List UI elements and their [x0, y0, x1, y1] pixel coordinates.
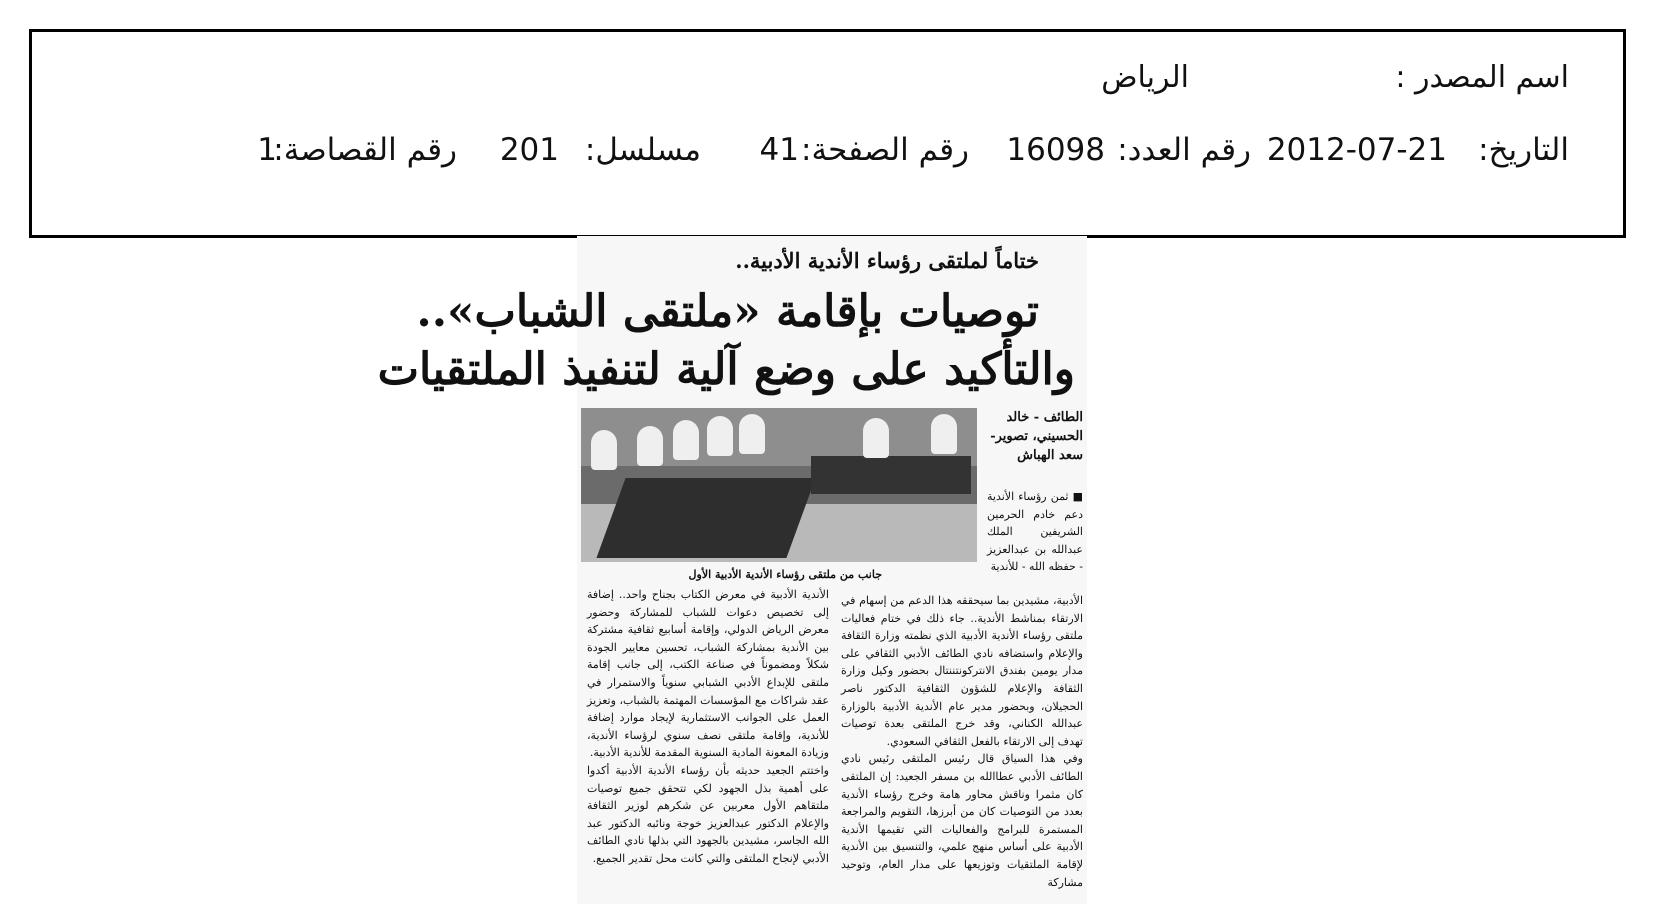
- photo-person: [637, 426, 663, 466]
- issue-label: رقم العدد:: [1117, 132, 1251, 168]
- photo-person: [739, 414, 765, 454]
- source-label: اسم المصدر :: [1395, 60, 1569, 95]
- page-value: 41: [759, 132, 799, 168]
- date-value: 2012-07-21: [1266, 132, 1447, 168]
- photo-person: [591, 430, 617, 470]
- article-lead: ■ ثمن رؤساء الأندية دعم خادم الحرمين الشريفين الملك عبدالله بن عبدالعزيز - حفظه الله - للأندية: [987, 490, 1083, 573]
- meeting-photo: [581, 408, 977, 562]
- source-value: الرياض: [1101, 60, 1189, 95]
- issue-value: 16098: [1006, 132, 1105, 168]
- photo-person: [707, 416, 733, 456]
- article-column-right: [841, 592, 1083, 891]
- photo-person: [673, 420, 699, 460]
- serial-label: مسلسل:: [584, 132, 701, 168]
- paragraph: واختتم الجعيد حديثه بأن رؤساء الأندية الأدبية أكدوا على أهمية بذل الجهود لكي تتحقق جميع توصيات ملتقاهم الأول معربين عن شكرهم لوزير الثقافة والإعلام الدكتور عبدالعزيز خوجة ونائبه الدكتور عبد الله الجاسر، مشيدين بالجهود التي بذلها نادي الطائف الأدبي لإنجاح الملتقى والتي كانت محل تقدير الجميع.: [587, 763, 829, 865]
- paragraph: الأدبية، مشيدين بما سيحققه هذا الدعم من إسهام في الارتقاء بمناشط الأندية.. جاء ذلك في ختام فعاليات ملتقى رؤساء الأندية الأدبية الذي نظمته وزارة الثقافة والإعلام واستضافه نادي الطائف الأدبي الثقافي على مدار يومين بفندق الانتركونتننتال بحضور وكيل وزارة الثقافة والإعلام للشؤون الثقافية الدكتور ناصر الحجيلان، وبحضور مدير عام الأندية الأدبية بالوزارة عبدالله الكناني، وقد خرج الملتقى بعدة توصيات تهدف إلى الارتقاء بالفعل الثقافي السعودي.: [841, 594, 1083, 748]
- photo-person: [863, 418, 889, 458]
- page-label: رقم الصفحة:: [801, 132, 969, 168]
- source-info-box: [29, 29, 1626, 238]
- photo-table-right: [811, 456, 971, 494]
- photo-person: [931, 414, 957, 454]
- newspaper-clipping: [377, 236, 1087, 904]
- clip-label: رقم القصاصة:: [273, 132, 457, 168]
- paragraph: الأندية الأدبية في معرض الكتاب بجناح واحد.. إضافة إلى تخصيص دعوات للشباب للمشاركة وحضور معرض الرياض الدولي، وإقامة أسابيع ثقافية مشتركة بين الأندية بمشاركة الشباب، تحسين معايير الجودة شكلاً ومضموناً في صناعة الكتب، إلى جانب إقامة ملتقى للإبداع الأدبي الشبابي سنوياً والاستمرار في عقد شراكات مع المؤسسات المهتمة بالشباب، وتعزيز العمل على الجوانب الاستثمارية لإيجاد موارد إضافة للأندية، وإقامة ملتقى نصف سنوي لرؤساء الأندية، وزيادة المعونة المادية السنوية المقدمة للأندية الأدبية.: [587, 588, 829, 760]
- photo-table-left: [596, 478, 815, 558]
- clip-value: 1: [257, 132, 277, 168]
- article-column-left: [587, 586, 829, 868]
- date-label: التاريخ:: [1478, 132, 1569, 168]
- headline-line-1: توصيات بإقامة «ملتقى الشباب»..: [416, 286, 1039, 337]
- paragraph: وفي هذا السياق قال رئيس الملتقى رئيس نادي الطائف الأدبي عطاالله بن مسفر الجعيد: إن الملتقى كان مثمرا وناقش محاور هامة وخرج رؤساء الأندية بعدد من التوصيات كان من أبرزها، التقويم والمراجعة المستمرة للبرامج والفعاليات التي تقيمها الأندية الأدبية على أساس منهج علمي، والتنسيق بين الأندية لإقامة الملتقيات وتوزيعها على مدار العام، وتوحيد مشاركة: [841, 752, 1083, 889]
- photo-caption: جانب من ملتقى رؤساء الأندية الأدبية الأول: [688, 568, 882, 581]
- article-byline: الطائف - خالد الحسيني، تصوير- سعد الهباش: [990, 410, 1083, 463]
- article-kicker: ختاماً لملتقى رؤساء الأندية الأدبية..: [735, 248, 1039, 273]
- serial-value: 201: [499, 132, 559, 168]
- headline-line-2: والتأكيد على وضع آلية لتنفيذ الملتقيات: [377, 344, 1075, 395]
